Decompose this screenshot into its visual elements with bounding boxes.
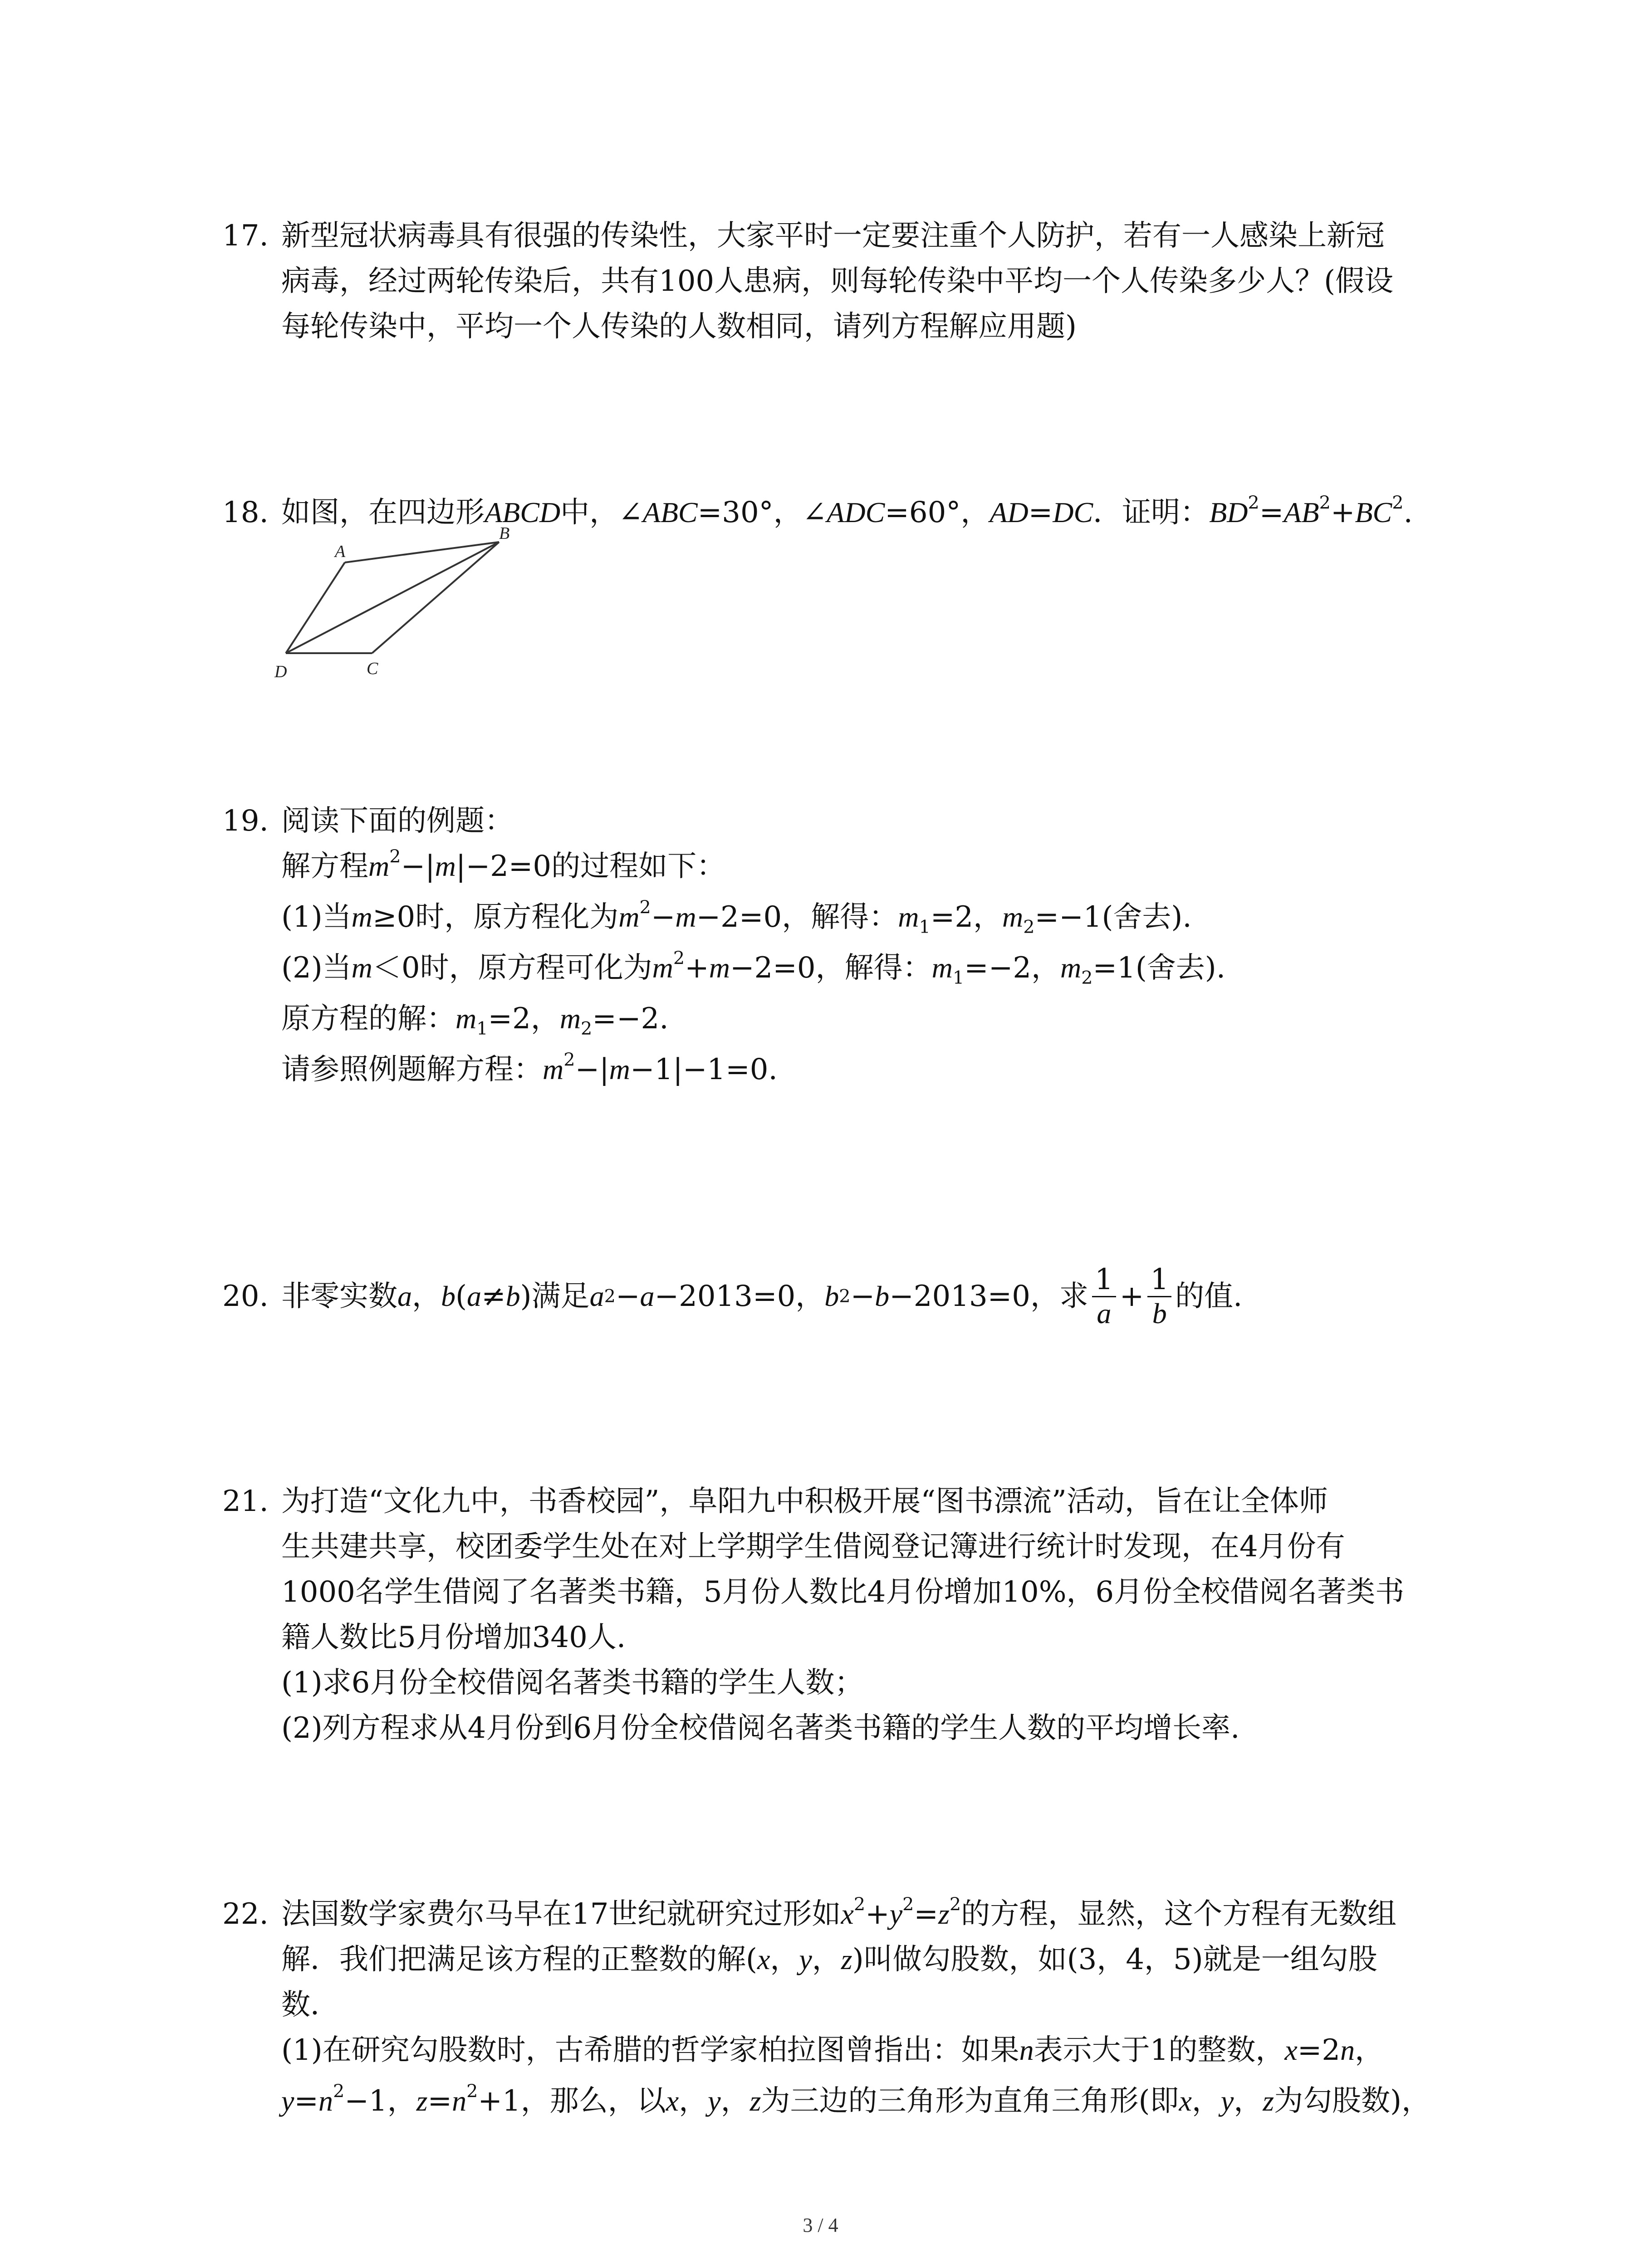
vertex-label-a: A [335,542,346,561]
q19-example-equation: 解方程$m^2-|m|-2=0$的过程如下： [281,846,726,883]
q21-line-4: 籍人数比5月份增加340人. [281,1621,626,1654]
fraction-1-over-a: $\frac{1}{a}$ [1092,1265,1116,1328]
vertex-label-b: B [499,524,510,543]
vertex-label-d: D [274,662,287,681]
question-number: 17. [222,219,269,253]
q21-part-1: (1)求6月份全校借阅名著类书籍的学生人数； [281,1666,864,1700]
q19-intro: 阅读下面的例题： [281,804,514,838]
question-19 [222,798,1447,1098]
q21-line-3: 1000名学生借阅了名著类书籍，5月份人数比4月份增加10%，6月份全校借阅名著类书 [281,1575,1405,1609]
question-20 [222,1261,1447,1332]
q22-part-1-line-1: (1)在研究勾股数时，古希腊的哲学家柏拉图曾指出：如果n表示大于1的整数，x=2n， [281,2033,1384,2067]
q19-case-2: (2)当m＜0时，原方程可化为$m^2+m-2=0$，解得：$m_1=-2$，$m_2=1$(舍去). [281,948,1226,988]
q20-statement: 非零实数 a ， b ( a ≠ b )满足 a 2 − a −2013=0， b 2 − b −2013=0，求 $\frac{1}{a}$ + $\frac{1}{b}$ 的值. [281,1262,1243,1330]
q17-line-1: 新型冠状病毒具有很强的传染性，大家平时一定要注重个人防护，若有一人感染上新冠 [281,219,1385,253]
q19-solution: 原方程的解：$m_1=2$，$m_2=-2$. [281,1002,669,1039]
q17-line-3: 每轮传染中，平均一个人传染的人数相同，请列方程解应用题) [281,310,1077,343]
question-22 [222,1892,1447,2124]
quadrilateral-figure [272,522,526,694]
q21-part-2: (2)列方程求从4月份到6月份全校借阅名著类书籍的学生人数的平均增长率. [281,1711,1240,1745]
q22-line-2: 解．我们把满足该方程的正整数的解(x，y，z)叫做勾股数，如(3，4，5)就是一组勾股 [281,1943,1377,1976]
question-21 [222,1479,1447,1751]
q19-case-1: (1)当m≥0时，原方程化为$m^2-m-2=0$，解得：$m_1=2$，$m_2=-1$(舍去). [281,897,1192,938]
edge-da [286,562,345,653]
question-number: 20. [222,1280,269,1313]
q21-line-2: 生共建共享，校团委学生处在对上学期学生借阅登记簿进行统计时发现，在4月份有 [281,1530,1345,1564]
edge-ab [345,542,499,562]
q18-statement: 如图，在四边形ABCD中，∠ABC=30°，∠ADC=60°，AD=DC．证明：$BD^2=AB^2+BC^2$. [281,492,1413,529]
q22-line-1: 法国数学家费尔马早在17世纪就研究过形如$x^2+y^2=z^2$的方程，显然，这个方程有无数组 [281,1894,1397,1931]
vertex-label-c: C [367,659,378,678]
question-number: 19. [222,804,269,838]
q19-task: 请参照例题解方程：$m^2-|m-1|-1=0$. [281,1049,778,1086]
question-number: 21. [222,1485,269,1518]
question-17 [222,213,1447,349]
question-number: 22. [222,1897,269,1931]
q17-line-2: 病毒，经过两轮传染后，共有100人患病，则每轮传染中平均一个人传染多少人？(假设 [281,264,1394,298]
q21-line-1: 为打造“文化九中，书香校园”，阜阳九中积极开展“图书漂流”活动，旨在让全体师 [281,1485,1328,1518]
page-number: 3 / 4 [803,2214,838,2236]
fraction-1-over-b: $\frac{1}{b}$ [1147,1265,1171,1328]
q22-line-3: 数． [281,1988,339,2022]
question-number: 18. [222,496,269,529]
q22-part-1-line-2: $y=n^2-1$，$z=n^2+1$，那么，以x，y，z为三边的三角形为直角三角形(即x，y，z为勾股数)， [281,2081,1431,2118]
